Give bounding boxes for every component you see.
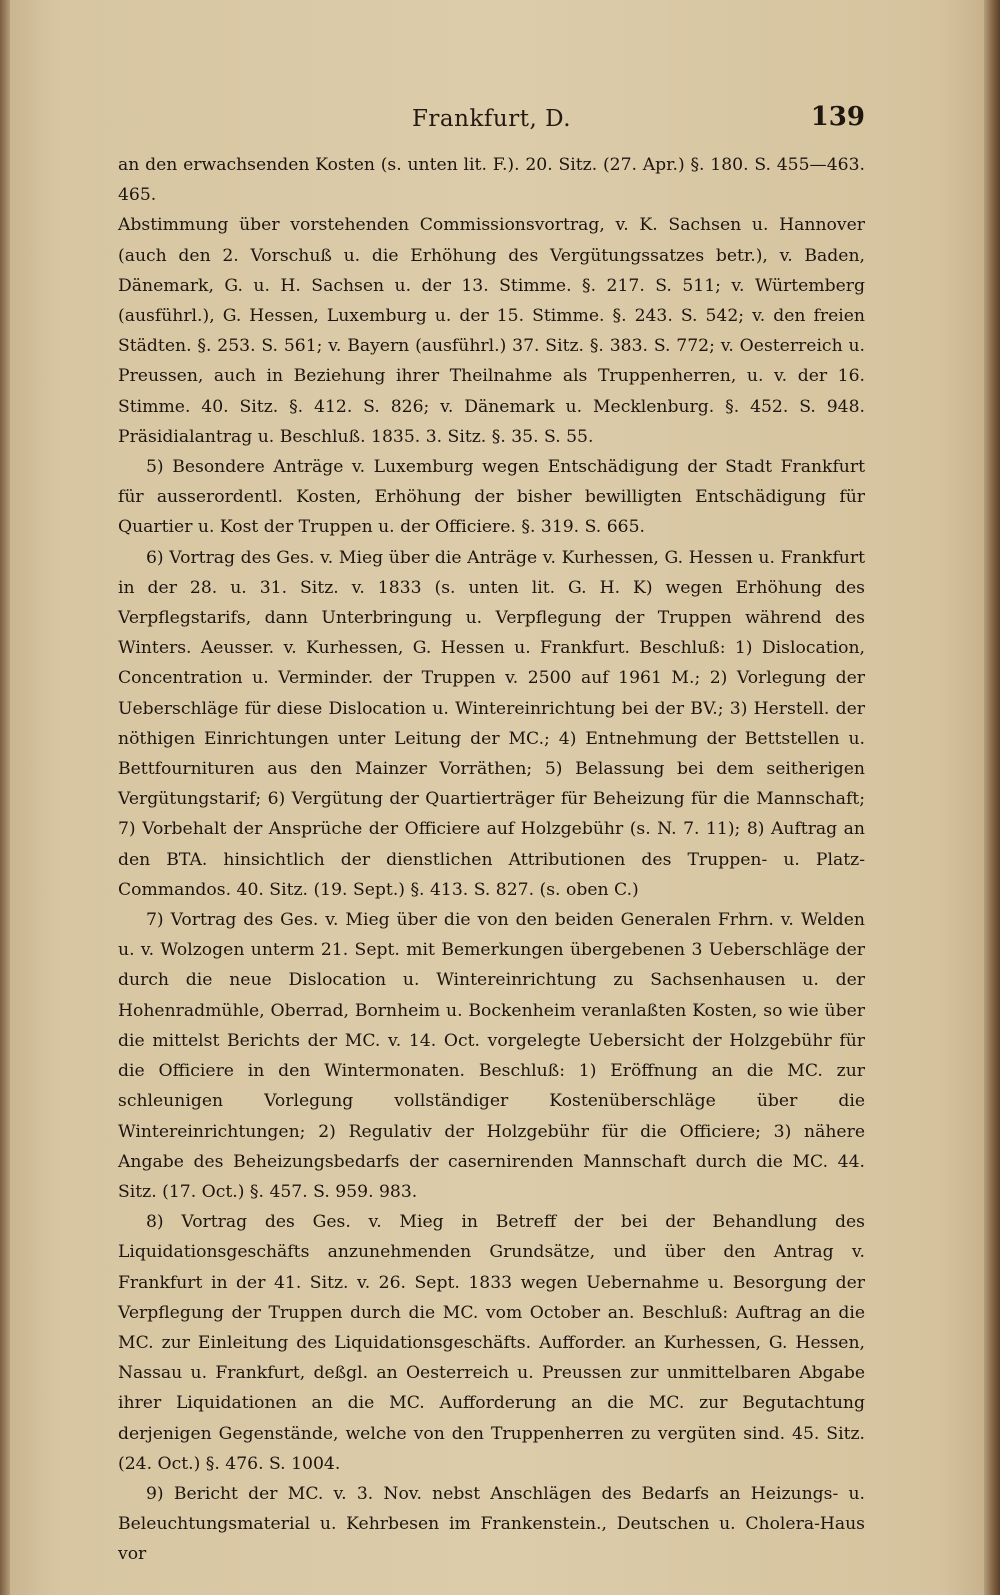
paragraph: Abstimmung über vorstehenden Commissionsvortrag, v. K. Sachsen u. Hannover (auch den 2. Vorschuß u. die Erhöhung des Vergütungssatzes betr.), v. Baden, Dänemark, G. u. H. Sachsen u. der 13. Stimme. §. 217. S. 511; v. Würtemberg (ausführl.), G. Hessen, Luxemburg u. der 15. Stimme. §. 243. S. 542; v. den freien Städten. §. 253. S. 561; v. Bayern (ausführl.) 37. Sitz. §. 383. S. 772; v. Oesterreich u. Preussen, auch in Beziehung ihrer Theilnahme als Truppenherren, u. v. der 16. Stimme. 40. Sitz. §. 412. S. 826; v. Dänemark u. Mecklenburg. §. 452. S. 948. Präsidialantrag u. Beschluß. 1835. 3. Sitz. §. 35. S. 55. [118, 215, 865, 447]
page-header [118, 102, 865, 142]
page-number: 139 [810, 102, 865, 132]
page-edge [984, 0, 1000, 1595]
page-gutter-shadow [0, 0, 10, 1595]
paragraph: 7) Vortrag des Ges. v. Mieg über die von den beiden Generalen Frhrn. v. Welden u. v. Wolzogen unterm 21. Sept. mit Bemerkungen übergebenen 3 Ueberschläge der durch die neue Dislocation u. Wintereinrichtung zu Sachsenhausen u. der Hohenradmühle, Oberrad, Bornheim u. Bockenheim veranlaßten Kosten, so wie über die mittelst Berichts der MC. v. 14. Oct. vorgelegte Uebersicht der Holzgebühr für die Officiere in den Wintermonaten. Beschluß: 1) Eröffnung an die MC. zur schleunigen Vorlegung vollständiger Kostenüberschläge über die Wintereinrichtungen; 2) Regulativ der Holzgebühr für die Officiere; 3) nähere Angabe des Beheizungsbedarfs der casernirenden Mannschaft durch die MC. 44. Sitz. (17. Oct.) §. 457. S. 959. 983. [118, 910, 865, 1202]
running-head: Frankfurt, D. [411, 106, 572, 132]
paragraph: 8) Vortrag des Ges. v. Mieg in Betreff der bei der Behandlung des Liquidationsgeschäfts anzunehmenden Grundsätze, und über den Antrag v. Frankfurt in der 41. Sitz. v. 26. Sept. 1833 wegen Uebernahme u. Besorgung der Verpflegung der Truppen durch die MC. vom October an. Beschluß: Auftrag an die MC. zur Einleitung des Liquidationsgeschäfts. Aufforder. an Kurhessen, G. Hessen, Nassau u. Frankfurt, deßgl. an Oesterreich u. Preussen zur unmittelbaren Abgabe ihrer Liquidationen an die MC. Aufforderung an die MC. zur Begutachtung derjenigen Gegenstände, welche von den Truppenherren zu vergüten sind. 45. Sitz. (24. Oct.) §. 476. S. 1004. [118, 1212, 865, 1474]
paragraph: an den erwachsenden Kosten (s. unten lit. F.). 20. Sitz. (27. Apr.) §. 180. S. 455—463. 465. [118, 155, 865, 206]
paragraph: 6) Vortrag des Ges. v. Mieg über die Anträge v. Kurhessen, G. Hessen u. Frankfurt in der 28. u. 31. Sitz. v. 1833 (s. unten lit. G. H. K) wegen Erhöhung des Verpflegstarifs, dann Unterbringung u. Verpflegung der Truppen während des Winters. Aeusser. v. Kurhessen, G. Hessen u. Frankfurt. Beschluß: 1) Dislocation, Concentration u. Verminder. der Truppen v. 2500 auf 1961 M.; 2) Vorlegung der Ueberschläge für diese Dislocation u. Wintereinrichtung bei der BV.; 3) Herstell. der nöthigen Einrichtungen unter Leitung der MC.; 4) Entnehmung der Bettstellen u. Bettfournituren aus den Mainzer Vorräthen; 5) Belassung bei dem seitherigen Vergütungstarif; 6) Vergütung der Quartierträger für Beheizung für die Mannschaft; 7) Vorbehalt der Ansprüche der Officiere auf Holzgebühr (s. N. 7. 11); 8) Auftrag an den BTA. hinsichtlich der dienstlichen Attributionen des Truppen- u. Platz-Commandos. 40. Sitz. (19. Sept.) §. 413. S. 827. (s. oben C.) [118, 547, 865, 900]
page-body [118, 150, 865, 1570]
paragraph: 9) Bericht der MC. v. 3. Nov. nebst Anschlägen des Bedarfs an Heizungs- u. Beleuchtungsmaterial u. Kehrbesen im Frankenstein., Deutschen u. Cholera-Haus vor [118, 1483, 865, 1565]
paragraph: 5) Besondere Anträge v. Luxemburg wegen Entschädigung der Stadt Frankfurt für ausserordentl. Kosten, Erhöhung der bisher bewilligten Entschädigung für Quartier u. Kost der Truppen u. der Officiere. §. 319. S. 665. [118, 457, 865, 538]
